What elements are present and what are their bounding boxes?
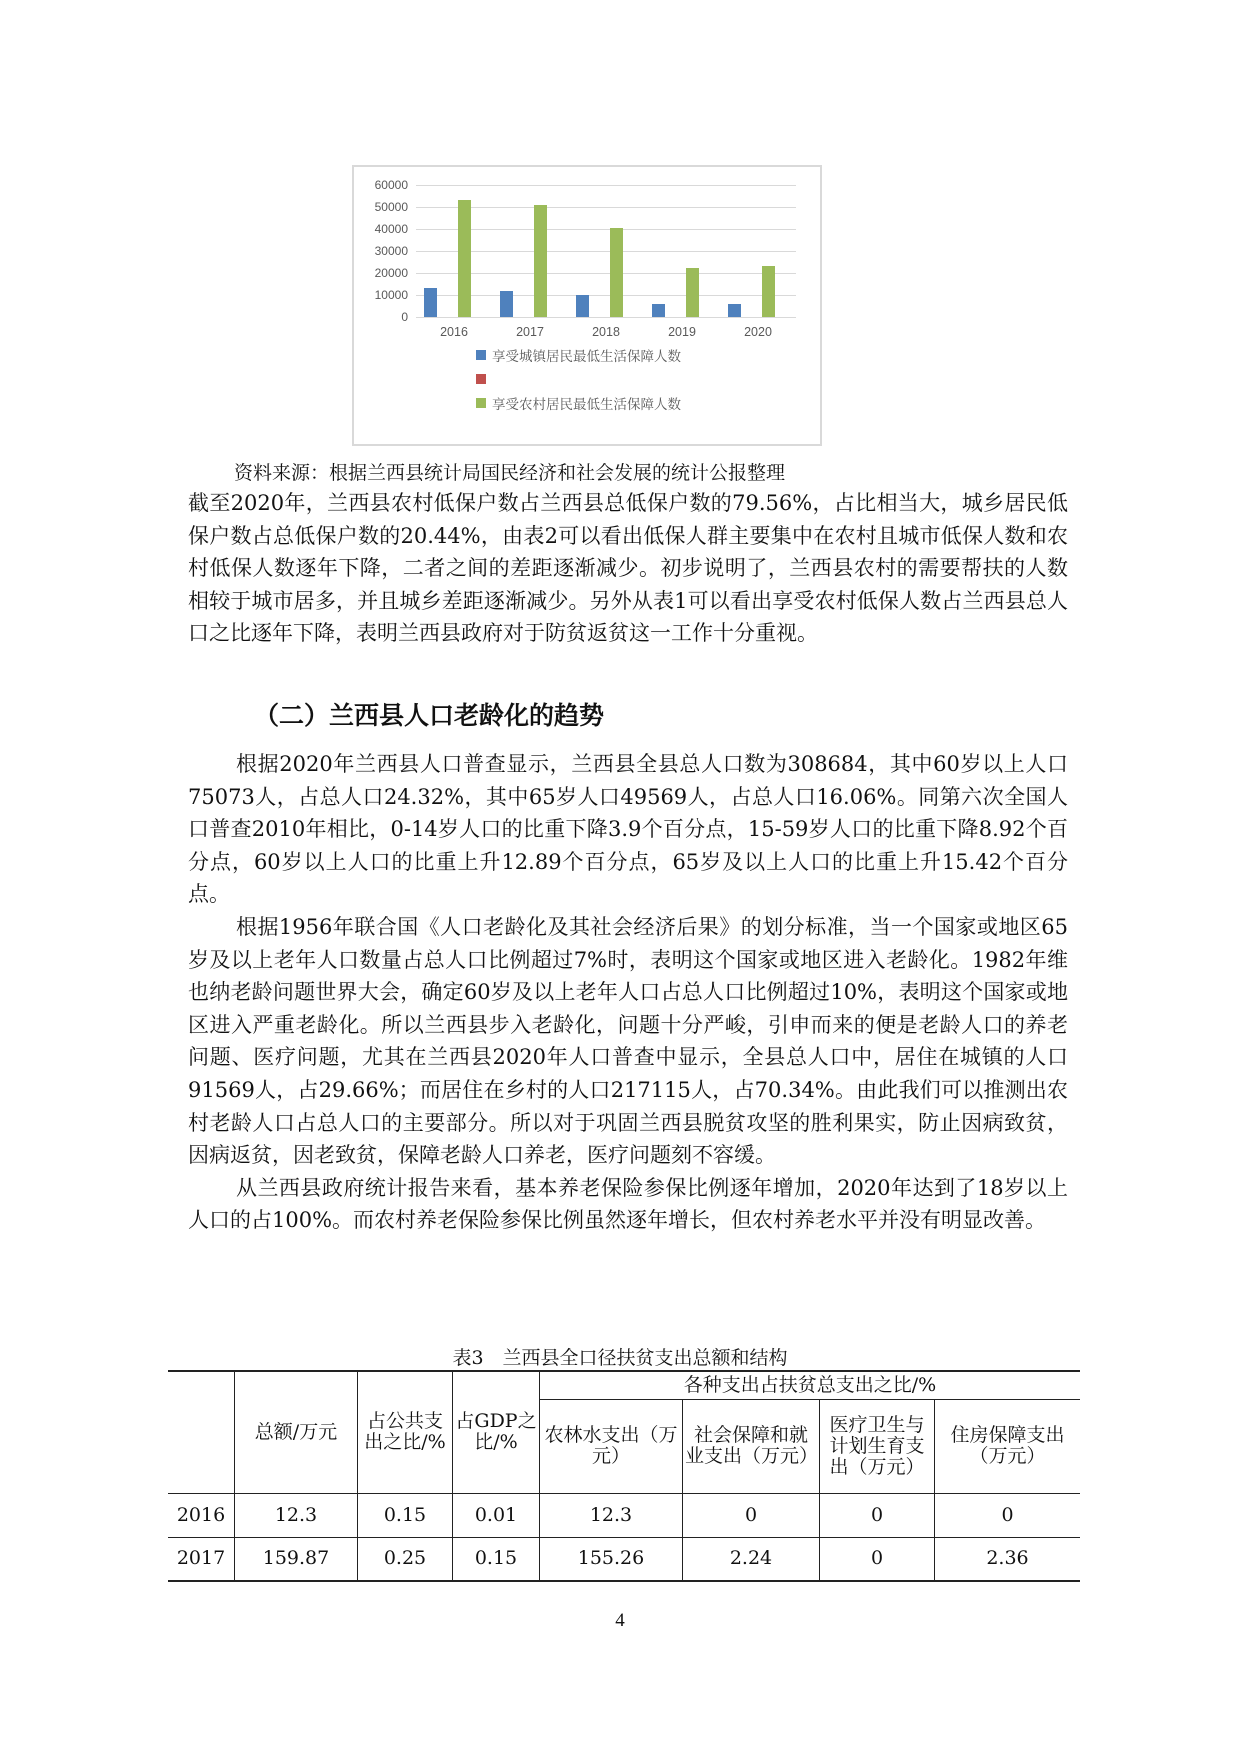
legend-item-empty: [476, 367, 681, 391]
cell-medical: 0: [820, 1493, 935, 1537]
table-group-header: 各种支出占扶贫总支出之比/%: [540, 1371, 1081, 1399]
bar-2016-1: [458, 200, 471, 317]
cell-agri: 12.3: [540, 1493, 683, 1537]
gridline: [416, 185, 796, 186]
cell-total: 159.87: [235, 1537, 358, 1581]
chart-source-note: 资料来源：根据兰西县统计局国民经济和社会发展的统计公报整理: [234, 462, 786, 484]
bar-2018-1: [610, 228, 623, 317]
cell-agri: 155.26: [540, 1537, 683, 1581]
bar-2020-1: [762, 266, 775, 317]
table-header-public-share: 占公共支出之比/%: [358, 1371, 453, 1493]
gridline: [416, 229, 796, 230]
legend-swatch-blue: [476, 350, 486, 360]
chart-legend: [476, 343, 681, 415]
x-tick-label: 2020: [744, 325, 772, 339]
legend-item-rural: [476, 391, 681, 415]
table-header-year: [168, 1371, 235, 1493]
poverty-expenditure-table: [168, 1370, 1080, 1582]
x-tick-label: 2018: [592, 325, 620, 339]
cell-social: 2.24: [683, 1537, 820, 1581]
paragraph-text: 截至2020年，兰西县农村低保户数占兰西县总低保户数的79.56%，占比相当大，城乡居民低保户数占总低保户数的20.44%，由表2可以看出低保人群主要集中在农村且城市低保人数和农村低保人数逐年下降，二者之间的差距逐渐减少。初步说明了，兰西县农村的需要帮扶的人数相较于城市居多，并且城乡差距逐渐减少。另外从表1可以看出享受农村低保人数占兰西县总人口之比逐年下降，表明兰西县政府对于防贫返贫这一工作十分重视。: [188, 491, 1068, 646]
page-number: 4: [615, 1610, 625, 1631]
y-tick-label: 20000: [374, 266, 408, 280]
paragraph-census: 根据2020年兰西县人口普查显示，兰西县全县总人口数为308684，其中60岁以上人口75073人，占总人口24.32%，其中65岁人口49569人，占总人口16.06%。同第六次全国人口普查2010年相比，0-14岁人口的比重下降3.9个百分点，15-59岁人口的比重下降8.92个百分点，60岁以上人口的比重上升12.89个百分点，65岁及以上人口的比重上升15.42个百分点。: [188, 752, 1068, 907]
y-tick-label: 60000: [374, 178, 408, 192]
lowincome-bar-chart: [352, 165, 822, 446]
section-heading: （二）兰西县人口老龄化的趋势: [254, 701, 605, 730]
table-header-gdp-share: 占GDP之比/%: [453, 1371, 540, 1493]
gridline: [416, 207, 796, 208]
chart-plot-area: [374, 178, 796, 339]
x-tick-label: 2017: [516, 325, 544, 339]
bar-2020-0: [728, 304, 741, 317]
table-row: [168, 1493, 1080, 1537]
legend-swatch-red: [476, 374, 486, 384]
table-header-agri: 农林水支出（万元）: [540, 1399, 683, 1493]
table-header-social: 社会保障和就业支出（万元）: [683, 1399, 820, 1493]
gridline: [416, 273, 796, 274]
cell-housing: 0: [935, 1493, 1081, 1537]
paragraph-pension: 从兰西县政府统计报告来看，基本养老保险参保比例逐年增加，2020年达到了18岁以上人口的占100%。而农村养老保险参保比例虽然逐年增长，但农村养老水平并没有明显改善。: [188, 1175, 1068, 1233]
body-paragraph-1: [188, 487, 1068, 650]
gridline: [416, 317, 796, 318]
cell-social: 0: [683, 1493, 820, 1537]
cell-medical: 0: [820, 1537, 935, 1581]
legend-label-rural: 享受农村居民最低生活保障人数: [492, 397, 681, 413]
y-tick-label: 30000: [374, 244, 408, 258]
table-header-housing: 住房保障支出（万元）: [935, 1399, 1081, 1493]
legend-item-urban: [476, 343, 681, 367]
section-body: [188, 748, 1068, 1237]
x-tick-label: 2019: [668, 325, 696, 339]
cell-housing: 2.36: [935, 1537, 1081, 1581]
cell-gdp-share: 0.01: [453, 1493, 540, 1537]
bar-2016-0: [424, 288, 437, 317]
cell-public-share: 0.15: [358, 1493, 453, 1537]
gridline: [416, 295, 796, 296]
table-header-medical: 医疗卫生与计划生育支出（万元）: [820, 1399, 935, 1493]
bar-2017-0: [500, 291, 513, 317]
table-header-total: 总额/万元: [235, 1371, 358, 1493]
bar-2017-1: [534, 205, 547, 317]
bar-2019-1: [686, 268, 699, 318]
y-tick-label: 40000: [374, 222, 408, 236]
cell-total: 12.3: [235, 1493, 358, 1537]
cell-year: 2016: [168, 1493, 235, 1537]
cell-year: 2017: [168, 1537, 235, 1581]
cell-public-share: 0.25: [358, 1537, 453, 1581]
y-tick-label: 0: [401, 310, 408, 324]
y-tick-label: 50000: [374, 200, 408, 214]
table-row: [168, 1537, 1080, 1581]
gridline: [416, 251, 796, 252]
cell-gdp-share: 0.15: [453, 1537, 540, 1581]
bar-2019-0: [652, 304, 665, 317]
x-tick-label: 2016: [440, 325, 468, 339]
legend-label-urban: 享受城镇居民最低生活保障人数: [492, 349, 681, 365]
legend-swatch-green: [476, 398, 486, 408]
paragraph-aging-standard: 根据1956年联合国《人口老龄化及其社会经济后果》的划分标准，当一个国家或地区65岁及以上老年人口数量占总人口比例超过7%时，表明这个国家或地区进入老龄化。1982年维也纳老龄问题世界大会，确定60岁及以上老年人口占总人口比例超过10%，表明这个国家或地区进入严重老龄化。所以兰西县步入老龄化，问题十分严峻，引申而来的便是老龄人口的养老问题、医疗问题，尤其在兰西县2020年人口普查中显示，全县总人口中，居住在城镇的人口91569人，占29.66%；而居住在乡村的人口217115人，占70.34%。由此我们可以推测出农村老龄人口占总人口的主要部分。所以对于巩固兰西县脱贫攻坚的胜利果实，防止因病致贫，因病返贫，因老致贫，保障老龄人口养老，医疗问题刻不容缓。: [188, 914, 1068, 1168]
table-caption: 表3 兰西县全口径扶贫支出总额和结构: [452, 1347, 788, 1369]
y-tick-label: 10000: [374, 288, 408, 302]
bar-2018-0: [576, 295, 589, 317]
